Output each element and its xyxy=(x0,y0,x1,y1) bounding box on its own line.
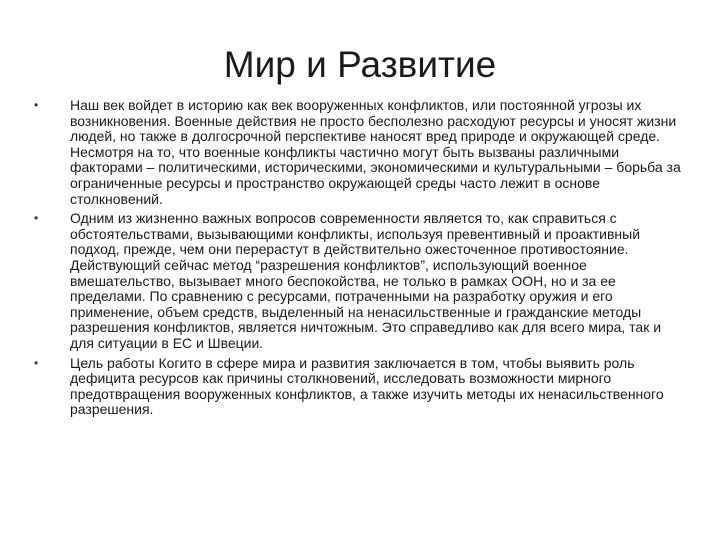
bullet-text: Цель работы Когито в сфере мира и развития заключается в том, чтобы выявить роль дефицита ресурсов как причины столкновений, исследовать возможности мирного предотвращения вооруженных конфликтов, а также изучить методы их ненасильственного разрешения. xyxy=(70,354,664,418)
bullet-text: Наш век войдет в историю как век вооруженных конфликтов, или постоянной угрозы их возникновения. Военные действия не просто бесполезно расходуют ресурсы и уносят жизни людей, но также в долгосрочной перспективе наносят вред природе и окружающей среде. Несмотря на то, что военные конфликты частично могут быть вызваны различными факторами – политическими, историческими, экономическими и культуральными – борьба за ограниченные ресурсы и пространство окружающей среды часто лежит в основе столкновений. xyxy=(70,97,681,207)
bullet-list xyxy=(34,98,684,422)
bullet-dot-icon: • xyxy=(34,211,39,226)
bullet-text: Одним из жизненно важных вопросов современности является то, как справиться с обстоятельствами, вызывающими конфликты, используя превентивный и проактивный подход, прежде, чем они перерастут в действительно ожесточенное противостояние. Действующий сейчас метод “разрешения конфликтов”, использующий военное вмешательство, вызывает много беспокойства, не только в рамках ООН, но и за ее пределами. По сравнению с ресурсами, потраченными на разработку оружия и его применение, объем средств, выделенный на ненасильственные и гражданские методы разрешения конфликтов, является ничтожным. Это справедливо как для всего мира, так и для ситуации в ЕС и Швеции. xyxy=(70,210,662,351)
bullet-item xyxy=(34,211,684,351)
bullet-dot-icon: • xyxy=(34,98,39,112)
slide-title: Мир и Развитие xyxy=(223,44,497,85)
bullet-item xyxy=(34,356,684,418)
bullet-dot-icon: • xyxy=(34,355,39,370)
bullet-item xyxy=(34,98,684,207)
